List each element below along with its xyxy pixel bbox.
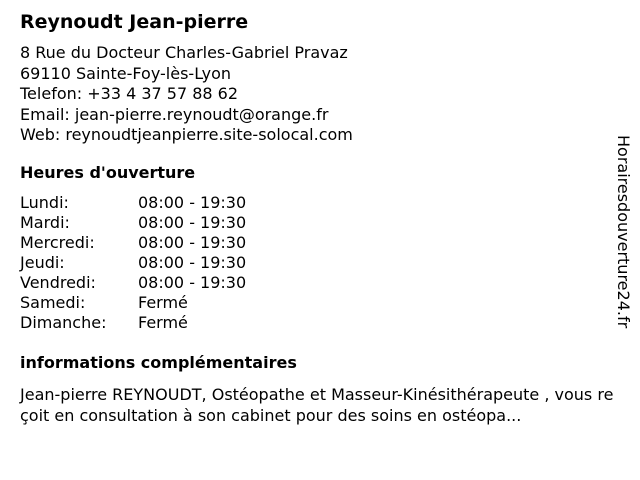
hours-row <box>20 193 246 213</box>
site-watermark: Horairesdouverture24.fr <box>614 135 633 329</box>
hours-row <box>20 253 246 273</box>
day-label: Lundi: <box>20 193 69 212</box>
info-heading: informations complémentaires <box>20 353 297 372</box>
phone-number[interactable]: Telefon: +33 4 37 57 88 62 <box>20 84 239 103</box>
email-address[interactable]: Email: jean-pierre.reynoudt@orange.fr <box>20 104 329 124</box>
day-hours: Fermé <box>138 313 188 332</box>
contact-block <box>20 43 353 146</box>
hours-row <box>20 233 246 253</box>
hours-row <box>20 273 246 293</box>
day-label: Mercredi: <box>20 233 95 252</box>
hours-heading: Heures d'ouverture <box>20 163 196 182</box>
address-street: 8 Rue du Docteur Charles-Gabriel Pravaz <box>20 43 348 62</box>
hours-table <box>20 193 246 333</box>
day-hours: 08:00 - 19:30 <box>138 193 247 212</box>
info-description: Jean-pierre REYNOUDT, Ostéopathe et Masseur-Kinésithérapeute , vous reçoit en consultation à son cabinet pour des soins en ostéopa... <box>20 385 614 425</box>
website-link[interactable]: Web: reynoudtjeanpierre.site-solocal.com <box>20 125 353 144</box>
day-hours: 08:00 - 19:30 <box>138 253 247 272</box>
day-label: Mardi: <box>20 213 70 232</box>
day-label: Dimanche: <box>20 313 107 332</box>
business-name: Reynoudt Jean-pierre <box>20 11 249 33</box>
day-label: Jeudi: <box>20 253 65 272</box>
hours-row <box>20 313 246 333</box>
address-city: 69110 Sainte-Foy-lès-Lyon <box>20 63 232 83</box>
hours-row <box>20 293 246 313</box>
day-hours: 08:00 - 19:30 <box>138 233 247 252</box>
day-label: Vendredi: <box>20 273 96 292</box>
day-hours: 08:00 - 19:30 <box>138 273 247 292</box>
hours-row <box>20 213 246 233</box>
day-hours: Fermé <box>138 293 188 312</box>
day-hours: 08:00 - 19:30 <box>138 213 247 232</box>
day-label: Samedi: <box>20 293 86 312</box>
